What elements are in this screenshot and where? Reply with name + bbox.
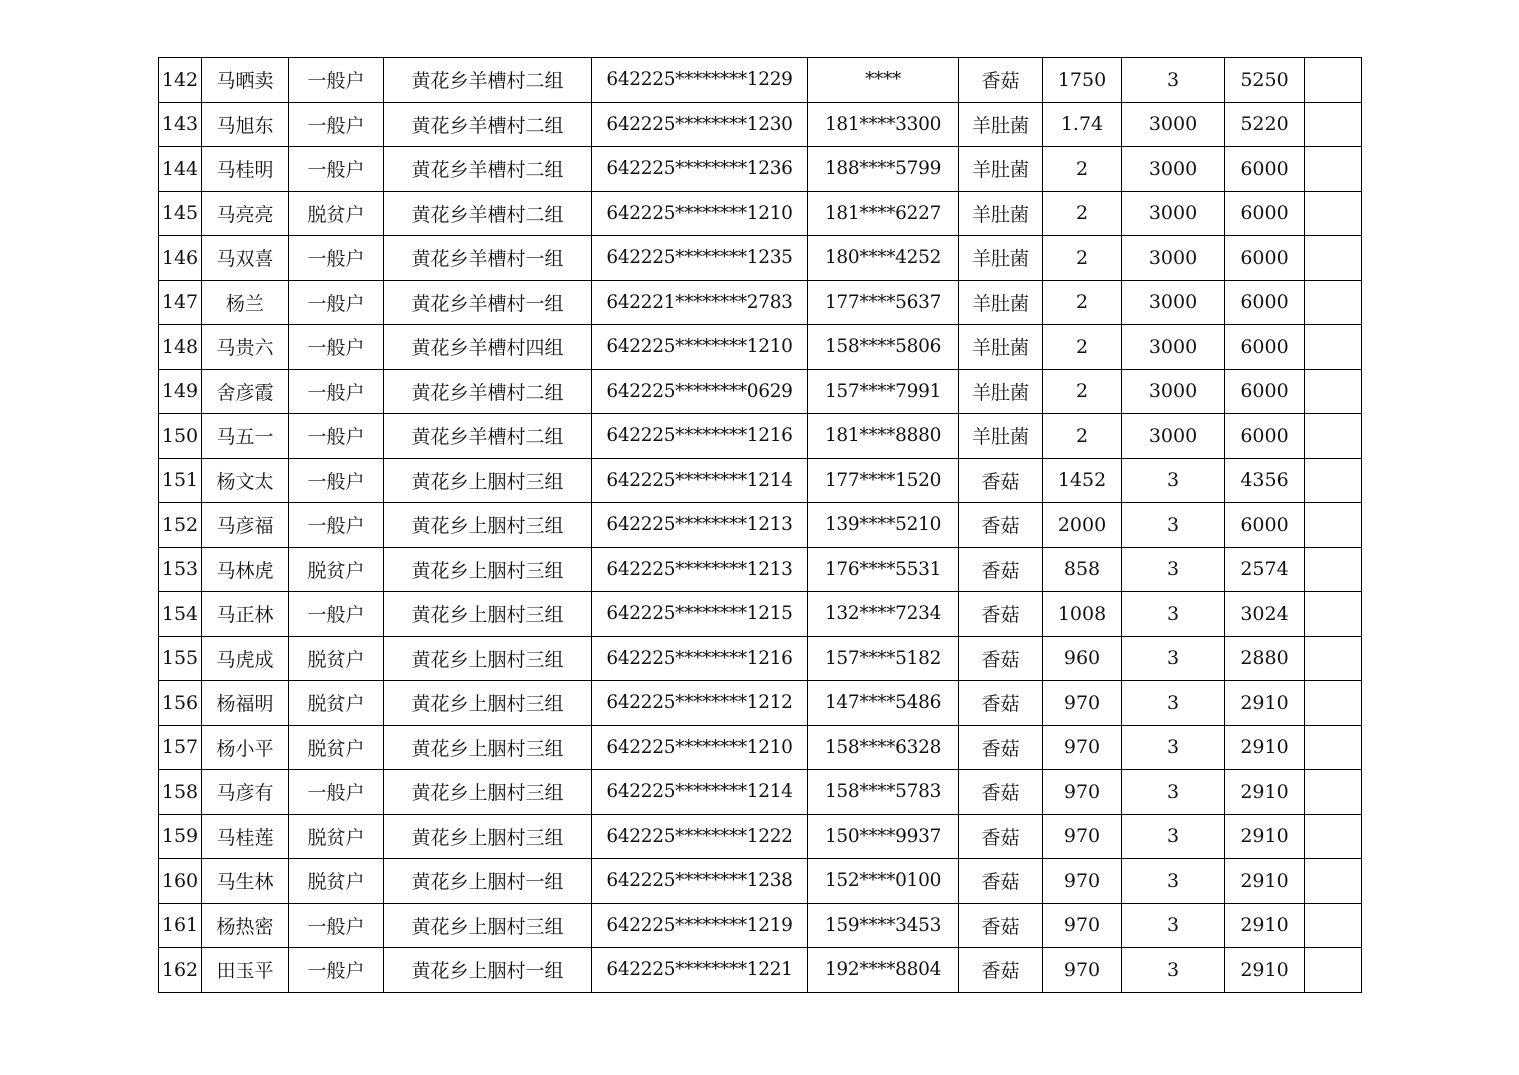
amount-cell: 2910 bbox=[1225, 814, 1305, 859]
row-number: 161 bbox=[159, 903, 202, 948]
amount-cell: 2880 bbox=[1225, 636, 1305, 681]
quantity-cell: 970 bbox=[1043, 770, 1122, 815]
phone-cell: 177****1520 bbox=[808, 458, 959, 503]
household-type-cell: 脱贫户 bbox=[289, 547, 384, 592]
phone-cell: 176****5531 bbox=[808, 547, 959, 592]
name-cell: 马彦福 bbox=[202, 503, 289, 548]
crop-cell: 香菇 bbox=[959, 903, 1043, 948]
amount-cell: 2910 bbox=[1225, 770, 1305, 815]
phone-cell: 158****5806 bbox=[808, 325, 959, 370]
row-number: 153 bbox=[159, 547, 202, 592]
household-type-cell: 脱贫户 bbox=[289, 681, 384, 726]
name-cell: 杨福明 bbox=[202, 681, 289, 726]
crop-cell: 香菇 bbox=[959, 948, 1043, 993]
rate-cell: 3000 bbox=[1122, 280, 1225, 325]
row-number: 149 bbox=[159, 369, 202, 414]
crop-cell: 羊肚菌 bbox=[959, 102, 1043, 147]
rate-cell: 3 bbox=[1122, 547, 1225, 592]
amount-cell: 2910 bbox=[1225, 948, 1305, 993]
crop-cell: 羊肚菌 bbox=[959, 191, 1043, 236]
address-cell: 黄花乡羊槽村一组 bbox=[384, 280, 592, 325]
address-cell: 黄花乡羊槽村二组 bbox=[384, 58, 592, 103]
name-cell: 杨小平 bbox=[202, 725, 289, 770]
phone-cell: 150****9937 bbox=[808, 814, 959, 859]
name-cell: 马彦有 bbox=[202, 770, 289, 815]
household-type-cell: 一般户 bbox=[289, 903, 384, 948]
id-card-cell: 642225********1221 bbox=[592, 948, 808, 993]
quantity-cell: 2000 bbox=[1043, 503, 1122, 548]
table-row bbox=[159, 236, 1362, 281]
quantity-cell: 970 bbox=[1043, 814, 1122, 859]
id-card-cell: 642225********1213 bbox=[592, 547, 808, 592]
address-cell: 黄花乡羊槽村二组 bbox=[384, 102, 592, 147]
id-card-cell: 642225********1216 bbox=[592, 636, 808, 681]
rate-cell: 3000 bbox=[1122, 325, 1225, 370]
household-type-cell: 一般户 bbox=[289, 503, 384, 548]
quantity-cell: 2 bbox=[1043, 280, 1122, 325]
quantity-cell: 970 bbox=[1043, 681, 1122, 726]
quantity-cell: 2 bbox=[1043, 369, 1122, 414]
remark-cell bbox=[1305, 903, 1362, 948]
quantity-cell: 1452 bbox=[1043, 458, 1122, 503]
rate-cell: 3 bbox=[1122, 503, 1225, 548]
address-cell: 黄花乡羊槽村四组 bbox=[384, 325, 592, 370]
id-card-cell: 642225********1214 bbox=[592, 770, 808, 815]
rate-cell: 3000 bbox=[1122, 369, 1225, 414]
remark-cell bbox=[1305, 58, 1362, 103]
amount-cell: 5220 bbox=[1225, 102, 1305, 147]
table-row bbox=[159, 681, 1362, 726]
row-number: 155 bbox=[159, 636, 202, 681]
quantity-cell: 2 bbox=[1043, 325, 1122, 370]
quantity-cell: 2 bbox=[1043, 236, 1122, 281]
table-row bbox=[159, 414, 1362, 459]
name-cell: 马虎成 bbox=[202, 636, 289, 681]
amount-cell: 6000 bbox=[1225, 280, 1305, 325]
phone-cell: 188****5799 bbox=[808, 147, 959, 192]
row-number: 156 bbox=[159, 681, 202, 726]
address-cell: 黄花乡上胭村三组 bbox=[384, 814, 592, 859]
table-row bbox=[159, 191, 1362, 236]
household-type-cell: 一般户 bbox=[289, 236, 384, 281]
row-number: 146 bbox=[159, 236, 202, 281]
remark-cell bbox=[1305, 503, 1362, 548]
row-number: 160 bbox=[159, 859, 202, 904]
name-cell: 杨文太 bbox=[202, 458, 289, 503]
name-cell: 马五一 bbox=[202, 414, 289, 459]
remark-cell bbox=[1305, 636, 1362, 681]
table-row bbox=[159, 903, 1362, 948]
remark-cell bbox=[1305, 236, 1362, 281]
table-row bbox=[159, 280, 1362, 325]
phone-cell: 159****3453 bbox=[808, 903, 959, 948]
rate-cell: 3 bbox=[1122, 58, 1225, 103]
crop-cell: 香菇 bbox=[959, 859, 1043, 904]
phone-cell: 139****5210 bbox=[808, 503, 959, 548]
household-type-cell: 一般户 bbox=[289, 369, 384, 414]
amount-cell: 6000 bbox=[1225, 147, 1305, 192]
name-cell: 杨兰 bbox=[202, 280, 289, 325]
row-number: 143 bbox=[159, 102, 202, 147]
address-cell: 黄花乡上胭村三组 bbox=[384, 503, 592, 548]
table-row bbox=[159, 102, 1362, 147]
amount-cell: 5250 bbox=[1225, 58, 1305, 103]
amount-cell: 2910 bbox=[1225, 681, 1305, 726]
crop-cell: 香菇 bbox=[959, 547, 1043, 592]
amount-cell: 3024 bbox=[1225, 592, 1305, 637]
household-type-cell: 一般户 bbox=[289, 414, 384, 459]
table-row bbox=[159, 948, 1362, 993]
table-row bbox=[159, 369, 1362, 414]
remark-cell bbox=[1305, 725, 1362, 770]
rate-cell: 3 bbox=[1122, 725, 1225, 770]
amount-cell: 2910 bbox=[1225, 903, 1305, 948]
household-type-cell: 脱贫户 bbox=[289, 859, 384, 904]
name-cell: 马贵六 bbox=[202, 325, 289, 370]
crop-cell: 香菇 bbox=[959, 681, 1043, 726]
address-cell: 黄花乡上胭村三组 bbox=[384, 681, 592, 726]
address-cell: 黄花乡羊槽村一组 bbox=[384, 236, 592, 281]
rate-cell: 3 bbox=[1122, 770, 1225, 815]
amount-cell: 4356 bbox=[1225, 458, 1305, 503]
remark-cell bbox=[1305, 458, 1362, 503]
row-number: 144 bbox=[159, 147, 202, 192]
address-cell: 黄花乡上胭村三组 bbox=[384, 547, 592, 592]
amount-cell: 2910 bbox=[1225, 725, 1305, 770]
quantity-cell: 1.74 bbox=[1043, 102, 1122, 147]
quantity-cell: 970 bbox=[1043, 948, 1122, 993]
table-row bbox=[159, 770, 1362, 815]
household-type-cell: 脱贫户 bbox=[289, 636, 384, 681]
crop-cell: 香菇 bbox=[959, 592, 1043, 637]
id-card-cell: 642225********1222 bbox=[592, 814, 808, 859]
rate-cell: 3 bbox=[1122, 458, 1225, 503]
name-cell: 马林虎 bbox=[202, 547, 289, 592]
remark-cell bbox=[1305, 681, 1362, 726]
household-type-cell: 一般户 bbox=[289, 147, 384, 192]
phone-cell: 181****8880 bbox=[808, 414, 959, 459]
remark-cell bbox=[1305, 948, 1362, 993]
address-cell: 黄花乡上胭村三组 bbox=[384, 636, 592, 681]
row-number: 142 bbox=[159, 58, 202, 103]
table-row bbox=[159, 592, 1362, 637]
phone-cell: 158****5783 bbox=[808, 770, 959, 815]
rate-cell: 3 bbox=[1122, 592, 1225, 637]
crop-cell: 香菇 bbox=[959, 636, 1043, 681]
table-row bbox=[159, 814, 1362, 859]
amount-cell: 6000 bbox=[1225, 503, 1305, 548]
household-type-cell: 一般户 bbox=[289, 592, 384, 637]
name-cell: 马晒卖 bbox=[202, 58, 289, 103]
id-card-cell: 642225********0629 bbox=[592, 369, 808, 414]
id-card-cell: 642225********1210 bbox=[592, 191, 808, 236]
phone-cell: 181****6227 bbox=[808, 191, 959, 236]
amount-cell: 6000 bbox=[1225, 369, 1305, 414]
row-number: 150 bbox=[159, 414, 202, 459]
crop-cell: 香菇 bbox=[959, 770, 1043, 815]
phone-cell: 157****7991 bbox=[808, 369, 959, 414]
id-card-cell: 642225********1219 bbox=[592, 903, 808, 948]
amount-cell: 6000 bbox=[1225, 325, 1305, 370]
row-number: 162 bbox=[159, 948, 202, 993]
id-card-cell: 642221********2783 bbox=[592, 280, 808, 325]
quantity-cell: 2 bbox=[1043, 414, 1122, 459]
id-card-cell: 642225********1235 bbox=[592, 236, 808, 281]
table-row bbox=[159, 725, 1362, 770]
table-body bbox=[159, 58, 1362, 993]
remark-cell bbox=[1305, 859, 1362, 904]
phone-cell: 157****5182 bbox=[808, 636, 959, 681]
quantity-cell: 2 bbox=[1043, 191, 1122, 236]
amount-cell: 6000 bbox=[1225, 414, 1305, 459]
remark-cell bbox=[1305, 592, 1362, 637]
crop-cell: 羊肚菌 bbox=[959, 414, 1043, 459]
address-cell: 黄花乡上胭村三组 bbox=[384, 903, 592, 948]
quantity-cell: 970 bbox=[1043, 725, 1122, 770]
household-type-cell: 一般户 bbox=[289, 458, 384, 503]
rate-cell: 3000 bbox=[1122, 191, 1225, 236]
name-cell: 马正林 bbox=[202, 592, 289, 637]
quantity-cell: 2 bbox=[1043, 147, 1122, 192]
rate-cell: 3 bbox=[1122, 859, 1225, 904]
name-cell: 马桂莲 bbox=[202, 814, 289, 859]
name-cell: 马亮亮 bbox=[202, 191, 289, 236]
crop-cell: 羊肚菌 bbox=[959, 236, 1043, 281]
amount-cell: 6000 bbox=[1225, 236, 1305, 281]
crop-cell: 香菇 bbox=[959, 814, 1043, 859]
quantity-cell: 1750 bbox=[1043, 58, 1122, 103]
address-cell: 黄花乡羊槽村二组 bbox=[384, 147, 592, 192]
phone-cell: 147****5486 bbox=[808, 681, 959, 726]
address-cell: 黄花乡上胭村三组 bbox=[384, 725, 592, 770]
remark-cell bbox=[1305, 770, 1362, 815]
rate-cell: 3 bbox=[1122, 636, 1225, 681]
name-cell: 舍彦霞 bbox=[202, 369, 289, 414]
amount-cell: 2910 bbox=[1225, 859, 1305, 904]
row-number: 158 bbox=[159, 770, 202, 815]
table-row bbox=[159, 458, 1362, 503]
remark-cell bbox=[1305, 547, 1362, 592]
id-card-cell: 642225********1210 bbox=[592, 725, 808, 770]
name-cell: 马桂明 bbox=[202, 147, 289, 192]
crop-cell: 香菇 bbox=[959, 458, 1043, 503]
address-cell: 黄花乡上胭村三组 bbox=[384, 770, 592, 815]
crop-cell: 羊肚菌 bbox=[959, 280, 1043, 325]
household-type-cell: 一般户 bbox=[289, 948, 384, 993]
address-cell: 黄花乡羊槽村二组 bbox=[384, 191, 592, 236]
table-row bbox=[159, 503, 1362, 548]
household-type-cell: 脱贫户 bbox=[289, 814, 384, 859]
crop-cell: 香菇 bbox=[959, 58, 1043, 103]
table-row bbox=[159, 58, 1362, 103]
household-type-cell: 一般户 bbox=[289, 102, 384, 147]
name-cell: 杨热密 bbox=[202, 903, 289, 948]
id-card-cell: 642225********1230 bbox=[592, 102, 808, 147]
id-card-cell: 642225********1214 bbox=[592, 458, 808, 503]
quantity-cell: 858 bbox=[1043, 547, 1122, 592]
phone-cell: **** bbox=[808, 58, 959, 103]
id-card-cell: 642225********1238 bbox=[592, 859, 808, 904]
phone-cell: 181****3300 bbox=[808, 102, 959, 147]
row-number: 157 bbox=[159, 725, 202, 770]
rate-cell: 3000 bbox=[1122, 102, 1225, 147]
amount-cell: 6000 bbox=[1225, 191, 1305, 236]
phone-cell: 177****5637 bbox=[808, 280, 959, 325]
id-card-cell: 642225********1212 bbox=[592, 681, 808, 726]
crop-cell: 羊肚菌 bbox=[959, 147, 1043, 192]
household-type-cell: 一般户 bbox=[289, 280, 384, 325]
row-number: 152 bbox=[159, 503, 202, 548]
row-number: 154 bbox=[159, 592, 202, 637]
crop-cell: 羊肚菌 bbox=[959, 369, 1043, 414]
phone-cell: 132****7234 bbox=[808, 592, 959, 637]
phone-cell: 192****8804 bbox=[808, 948, 959, 993]
remark-cell bbox=[1305, 414, 1362, 459]
remark-cell bbox=[1305, 102, 1362, 147]
row-number: 145 bbox=[159, 191, 202, 236]
remark-cell bbox=[1305, 191, 1362, 236]
household-type-cell: 一般户 bbox=[289, 58, 384, 103]
phone-cell: 158****6328 bbox=[808, 725, 959, 770]
remark-cell bbox=[1305, 147, 1362, 192]
row-number: 148 bbox=[159, 325, 202, 370]
rate-cell: 3000 bbox=[1122, 147, 1225, 192]
id-card-cell: 642225********1229 bbox=[592, 58, 808, 103]
household-type-cell: 一般户 bbox=[289, 325, 384, 370]
household-type-cell: 一般户 bbox=[289, 770, 384, 815]
name-cell: 马双喜 bbox=[202, 236, 289, 281]
household-type-cell: 脱贫户 bbox=[289, 191, 384, 236]
row-number: 147 bbox=[159, 280, 202, 325]
remark-cell bbox=[1305, 325, 1362, 370]
id-card-cell: 642225********1215 bbox=[592, 592, 808, 637]
rate-cell: 3000 bbox=[1122, 414, 1225, 459]
id-card-cell: 642225********1216 bbox=[592, 414, 808, 459]
crop-cell: 香菇 bbox=[959, 725, 1043, 770]
address-cell: 黄花乡上胭村三组 bbox=[384, 458, 592, 503]
address-cell: 黄花乡羊槽村二组 bbox=[384, 369, 592, 414]
row-number: 159 bbox=[159, 814, 202, 859]
amount-cell: 2574 bbox=[1225, 547, 1305, 592]
table-row bbox=[159, 325, 1362, 370]
quantity-cell: 960 bbox=[1043, 636, 1122, 681]
crop-cell: 香菇 bbox=[959, 503, 1043, 548]
rate-cell: 3 bbox=[1122, 681, 1225, 726]
table-row bbox=[159, 859, 1362, 904]
household-type-cell: 脱贫户 bbox=[289, 725, 384, 770]
address-cell: 黄花乡羊槽村二组 bbox=[384, 414, 592, 459]
rate-cell: 3 bbox=[1122, 903, 1225, 948]
table-row bbox=[159, 547, 1362, 592]
phone-cell: 180****4252 bbox=[808, 236, 959, 281]
table-row bbox=[159, 147, 1362, 192]
crop-cell: 羊肚菌 bbox=[959, 325, 1043, 370]
quantity-cell: 970 bbox=[1043, 903, 1122, 948]
remark-cell bbox=[1305, 280, 1362, 325]
remark-cell bbox=[1305, 369, 1362, 414]
phone-cell: 152****0100 bbox=[808, 859, 959, 904]
quantity-cell: 1008 bbox=[1043, 592, 1122, 637]
rate-cell: 3 bbox=[1122, 948, 1225, 993]
id-card-cell: 642225********1236 bbox=[592, 147, 808, 192]
id-card-cell: 642225********1213 bbox=[592, 503, 808, 548]
row-number: 151 bbox=[159, 458, 202, 503]
rate-cell: 3000 bbox=[1122, 236, 1225, 281]
name-cell: 田玉平 bbox=[202, 948, 289, 993]
quantity-cell: 970 bbox=[1043, 859, 1122, 904]
address-cell: 黄花乡上胭村一组 bbox=[384, 859, 592, 904]
table-row bbox=[159, 636, 1362, 681]
name-cell: 马生林 bbox=[202, 859, 289, 904]
remark-cell bbox=[1305, 814, 1362, 859]
address-cell: 黄花乡上胭村三组 bbox=[384, 592, 592, 637]
name-cell: 马旭东 bbox=[202, 102, 289, 147]
rate-cell: 3 bbox=[1122, 814, 1225, 859]
id-card-cell: 642225********1210 bbox=[592, 325, 808, 370]
address-cell: 黄花乡上胭村一组 bbox=[384, 948, 592, 993]
data-table bbox=[158, 57, 1362, 993]
